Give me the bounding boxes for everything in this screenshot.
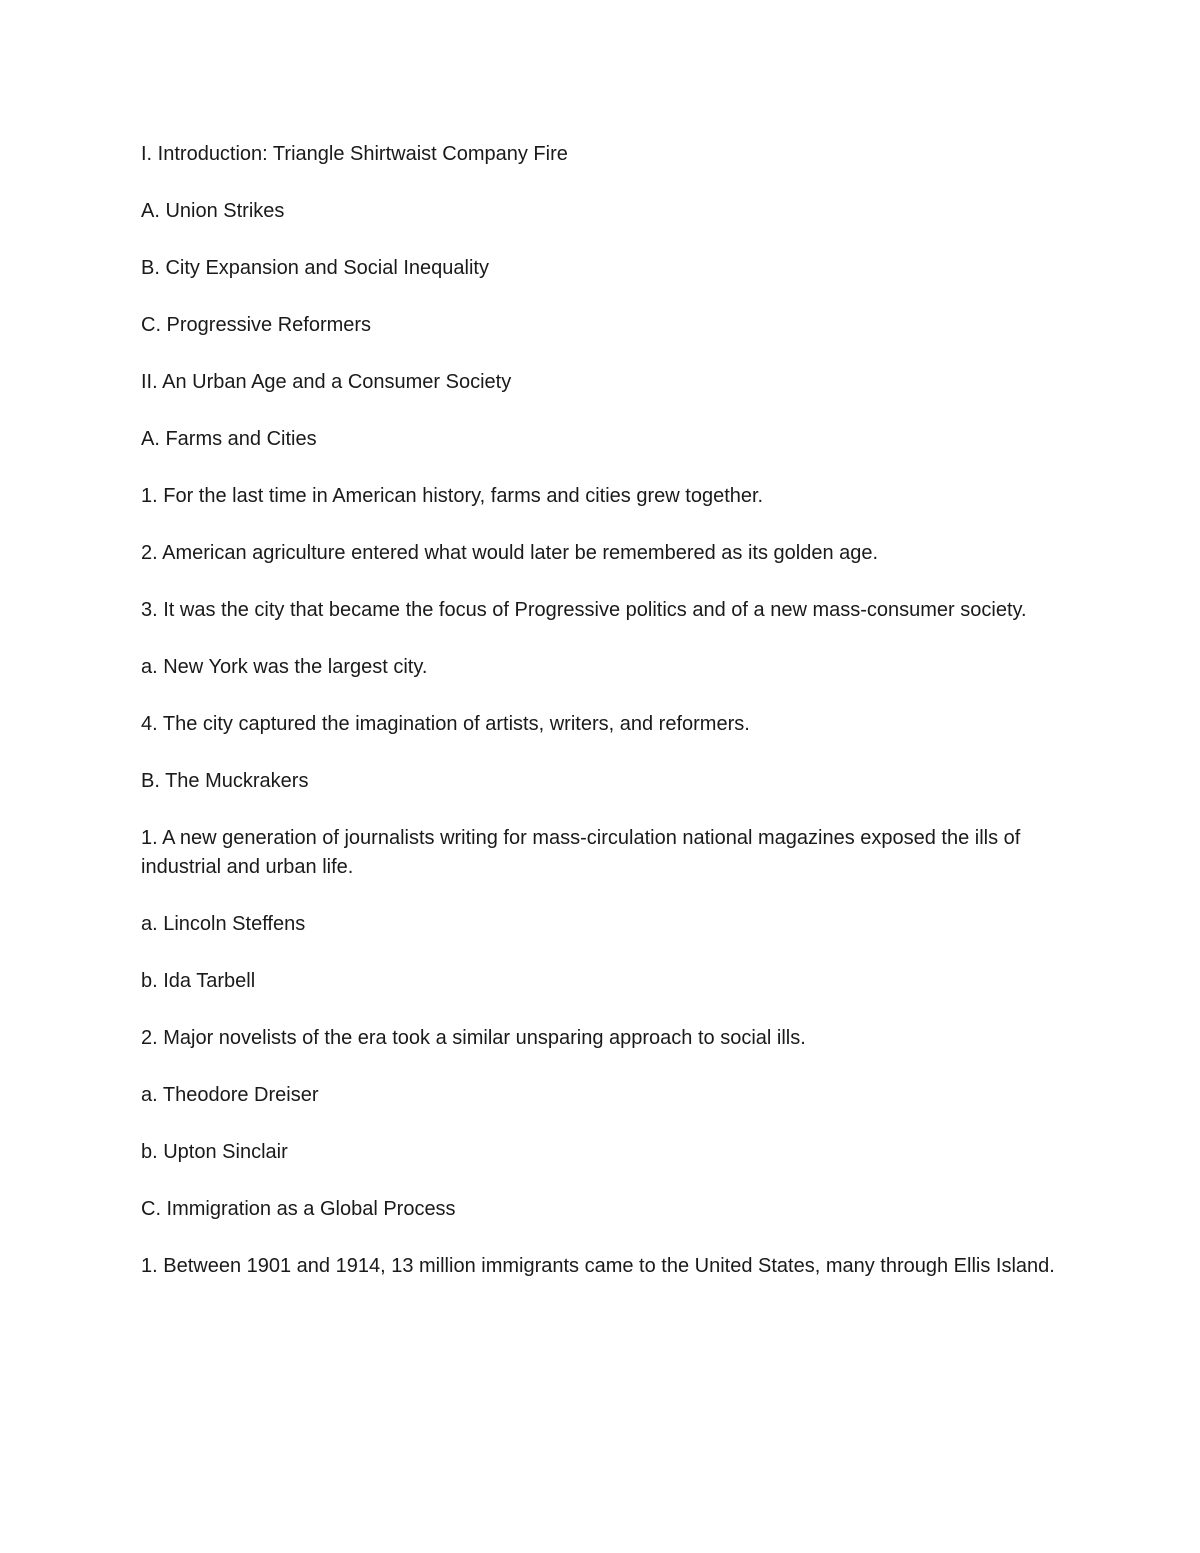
outline-item: 1. Between 1901 and 1914, 13 million immigrants came to the United States, many through Ellis Island.	[141, 1255, 1055, 1277]
outline-item: a. Theodore Dreiser	[141, 1084, 319, 1106]
outline-item: 3. It was the city that became the focus of Progressive politics and of a new mass-consumer society.	[141, 599, 1027, 621]
outline-item: 1. A new generation of journalists writing for mass-circulation national magazines exposed the ills of industrial and urban life.	[141, 827, 1021, 878]
outline-text	[141, 140, 1066, 1309]
outline-item: a. Lincoln Steffens	[141, 913, 306, 935]
outline-heading-1: I. Introduction: Triangle Shirtwaist Company Fire	[141, 143, 568, 165]
outline-heading-2: II. An Urban Age and a Consumer Society	[141, 371, 512, 393]
outline-item: A. Farms and Cities	[141, 428, 317, 450]
outline-item: b. Upton Sinclair	[141, 1141, 288, 1163]
outline-item: B. The Muckrakers	[141, 770, 309, 792]
outline-item: B. City Expansion and Social Inequality	[141, 257, 489, 279]
outline-item: 2. American agriculture entered what would later be remembered as its golden age.	[141, 542, 879, 564]
outline-item: A. Union Strikes	[141, 200, 285, 222]
outline-item: b. Ida Tarbell	[141, 970, 256, 992]
outline-item: a. New York was the largest city.	[141, 656, 428, 678]
outline-item: C. Immigration as a Global Process	[141, 1198, 456, 1220]
outline-item: 4. The city captured the imagination of artists, writers, and reformers.	[141, 713, 750, 735]
outline-item: 2. Major novelists of the era took a similar unsparing approach to social ills.	[141, 1027, 806, 1049]
outline-item: 1. For the last time in American history, farms and cities grew together.	[141, 485, 764, 507]
outline-item: C. Progressive Reformers	[141, 314, 372, 336]
